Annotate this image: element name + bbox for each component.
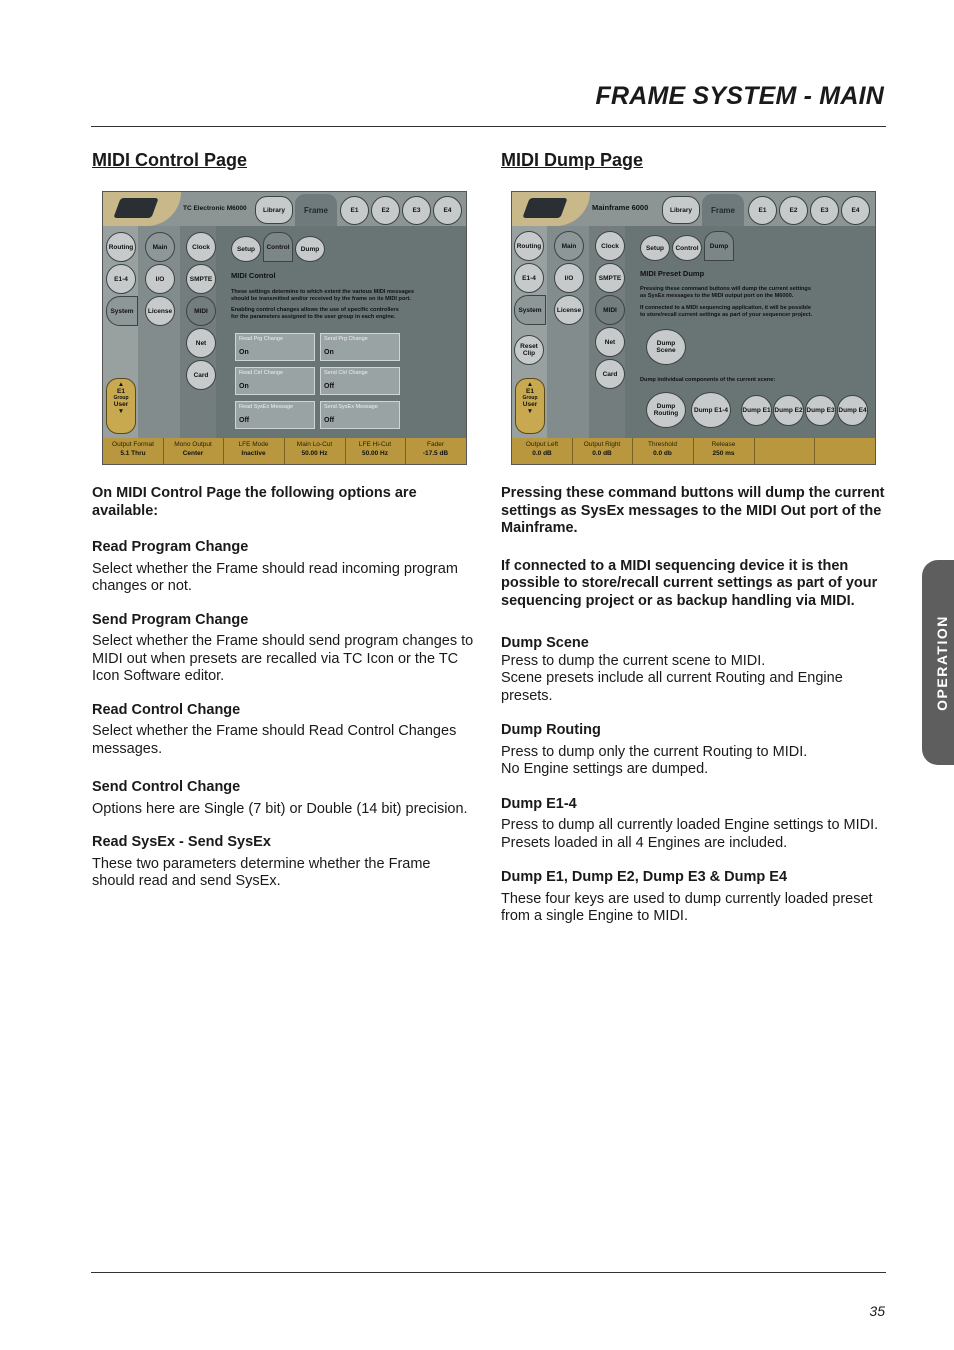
item-title: Dump Scene [501, 635, 589, 651]
param-label: Output Format [112, 441, 154, 448]
group-line-3: User [522, 401, 538, 408]
item-body: These four keys are used to dump currently loaded preset from a single Engine to MIDI. [501, 890, 873, 924]
system-button[interactable]: System [514, 295, 546, 325]
parameter-bar [103, 438, 466, 464]
item-title: Dump E1-4 [501, 795, 577, 812]
dump-e1-4-button[interactable]: Dump E1-4 [691, 392, 731, 428]
side-tab-label: OPERATION [934, 614, 950, 711]
param-cell[interactable] [405, 438, 466, 464]
screen-text-3: If connected to a MIDI sequencing application, it will be possible [640, 305, 811, 311]
screen-text-2: as SysEx messages to the MIDI output port on the M6000. [640, 293, 794, 299]
screen-title: MIDI Preset Dump [640, 269, 705, 278]
item-title: Read Program Change [92, 539, 249, 555]
param-value: Inactive [241, 450, 266, 457]
midi-dump-screenshot [511, 191, 876, 465]
param-cell[interactable] [103, 438, 164, 464]
midi-button[interactable]: MIDI [595, 295, 625, 325]
group-line-2: Group [113, 395, 129, 401]
field-value: On [239, 349, 249, 356]
item-title: Read Control Change [92, 701, 241, 718]
param-value: Center [182, 450, 204, 457]
chevron-down-icon[interactable]: ▼ [526, 408, 534, 415]
group-line-3: User [113, 401, 129, 408]
item-body: Press to dump the current scene to MIDI. Scene presets include all current Routing and Engine presets. [501, 652, 843, 704]
reset-clip-button[interactable]: Reset Clip [514, 335, 544, 365]
param-cell[interactable] [163, 438, 224, 464]
midi-dump-text [501, 485, 886, 926]
setup-tab[interactable]: Setup [640, 235, 670, 261]
param-label: Fader [427, 441, 444, 448]
item-body: Options here are Single (7 bit) or Double (14 bit) precision. [92, 800, 468, 817]
tab-e4[interactable]: E4 [433, 196, 462, 225]
item-title: Dump Routing [501, 722, 601, 738]
item-title: Send Program Change [92, 611, 249, 628]
license-button[interactable]: License [145, 296, 175, 326]
routing-button[interactable]: Routing [106, 232, 136, 262]
user-group-selector[interactable] [515, 378, 545, 434]
field-label: Send SysEx Message [324, 404, 378, 410]
read-sysex-field[interactable] [235, 401, 315, 429]
tab-e2[interactable]: E2 [371, 196, 400, 225]
intro-text-2: If connected to a MIDI sequencing device it is then possible to store/recall current settings as part of your sequencing project or as backup handling via MIDI. [501, 557, 878, 609]
e1-4-button[interactable]: E1-4 [106, 264, 136, 294]
dump-e4-button[interactable]: Dump E4 [837, 395, 868, 426]
net-button[interactable]: Net [186, 328, 216, 358]
header-rule [91, 126, 886, 127]
tab-frame[interactable]: Frame [295, 194, 337, 226]
field-value: On [324, 349, 334, 356]
chevron-down-icon[interactable]: ▼ [117, 408, 125, 415]
param-label: Output Right [583, 441, 621, 448]
card-button[interactable]: Card [186, 360, 216, 390]
card-button[interactable]: Card [595, 359, 625, 389]
param-value: 0.0 dB [532, 450, 552, 457]
device-icon [522, 198, 567, 218]
field-value: On [239, 383, 249, 390]
send-sysex-field[interactable] [320, 401, 400, 429]
license-button[interactable]: License [554, 295, 584, 325]
components-label: Dump individual components of the current scene: [640, 377, 776, 383]
item-body: Select whether the Frame should Read Control Changes messages. [92, 723, 457, 757]
tab-frame[interactable]: Frame [702, 194, 744, 226]
read-ctrl-change-field[interactable] [235, 367, 315, 395]
screen-text-4: to store/recall current settings as part of your sequencer project. [640, 312, 813, 318]
system-button[interactable]: System [106, 296, 138, 326]
midi-control-screenshot [102, 191, 467, 465]
tab-e3[interactable]: E3 [810, 196, 839, 225]
item-title: Dump E1, Dump E2, Dump E3 & Dump E4 [501, 869, 788, 885]
operation-side-tab [922, 560, 954, 765]
tab-e2[interactable]: E2 [779, 196, 808, 225]
dump-e3-button[interactable]: Dump E3 [805, 395, 836, 426]
param-value: 0.0 dB [592, 450, 612, 457]
param-label: Mono Output [174, 441, 212, 448]
param-value: 0.0 db [653, 450, 672, 457]
field-value: Off [239, 417, 250, 424]
read-prg-change-field[interactable] [235, 333, 315, 361]
param-cell[interactable] [632, 438, 694, 464]
param-label: Release [711, 441, 736, 448]
device-name: TC Electronic M6000 [183, 205, 247, 212]
page-title: FRAME SYSTEM - MAIN [595, 82, 884, 110]
io-button[interactable]: I/O [145, 264, 175, 294]
intro-text-1: Pressing these command buttons will dump the current settings as SysEx messages to the MIDI Out port of the Mainframe. [501, 485, 885, 536]
device-name: Mainframe 6000 [592, 203, 649, 212]
group-line-2: Group [522, 395, 538, 401]
footer-rule [91, 1272, 886, 1273]
user-group-selector[interactable] [106, 378, 136, 434]
page-number: 35 [869, 1303, 885, 1319]
param-cell[interactable] [814, 438, 875, 464]
param-label: LFE Mode [238, 441, 269, 448]
field-value: Off [324, 417, 335, 424]
param-cell[interactable] [693, 438, 755, 464]
param-cell[interactable] [223, 438, 285, 464]
clock-button[interactable]: Clock [186, 232, 216, 262]
io-button[interactable]: I/O [554, 263, 584, 293]
param-value: 5.1 Thru [120, 450, 146, 457]
item-body: Press to dump only the current Routing to MIDI. No Engine settings are dumped. [501, 743, 808, 777]
routing-button[interactable]: Routing [514, 231, 544, 261]
control-tab[interactable]: Control [672, 235, 702, 261]
param-cell[interactable] [512, 438, 573, 464]
group-line-1: E1 [117, 388, 125, 395]
tab-e1[interactable]: E1 [340, 196, 369, 225]
midi-control-heading: MIDI Control Page [92, 150, 248, 170]
screen-text-2: should be transmitted and/or received by the frame on its MIDI port. [231, 296, 411, 302]
group-line-1: E1 [526, 388, 534, 395]
control-tab[interactable]: Control [263, 232, 293, 262]
field-label: Read SysEx Message [239, 404, 294, 410]
param-label: Output Left [525, 441, 559, 448]
field-label: Read Ctrl Change [239, 370, 284, 376]
screen-text-1: These settings determine to which extent the various MIDI messages [231, 289, 415, 295]
param-value: 50.00 Hz [361, 450, 389, 457]
screen-text-4: for the parameters assigned to the user group in each engine. [231, 314, 396, 320]
item-body: Press to dump all currently loaded Engine settings to MIDI. Presets loaded in all 4 Engines are included. [501, 817, 879, 851]
param-cell[interactable] [754, 438, 815, 464]
item-title: Send Control Change [92, 779, 241, 795]
tab-e3[interactable]: E3 [402, 196, 431, 225]
param-label: LFE Hi-Cut [358, 441, 392, 448]
item-body: Select whether the Frame should send program changes to MIDI out when presets are recalled via TC Icon or the TC Icon Software editor. [92, 633, 474, 684]
field-label: Send Ctrl Change [324, 370, 368, 376]
dump-routing-button[interactable]: Dump Routing [646, 392, 686, 428]
screen-title: MIDI Control [231, 271, 276, 280]
smpte-button[interactable]: SMPTE [186, 264, 216, 294]
chevron-up-icon[interactable]: ▲ [117, 381, 125, 388]
item-body: These two parameters determine whether the Frame should read and send SysEx. [92, 855, 431, 889]
param-value: 250 ms [712, 450, 735, 457]
tab-library[interactable]: Library [255, 196, 293, 224]
setup-tab[interactable]: Setup [231, 236, 261, 262]
device-icon [113, 198, 158, 218]
tab-library[interactable]: Library [662, 196, 700, 224]
screen-text-1: Pressing these command buttons will dump the current settings [640, 286, 811, 292]
tab-e4[interactable]: E4 [841, 196, 870, 225]
param-label: Threshold [648, 441, 677, 448]
param-value: 50.00 Hz [301, 450, 328, 457]
tab-e1[interactable]: E1 [748, 196, 777, 225]
dump-e2-button[interactable]: Dump E2 [773, 395, 804, 426]
main-button[interactable]: Main [145, 232, 175, 262]
param-cell[interactable] [345, 438, 406, 464]
chevron-up-icon[interactable]: ▲ [526, 381, 534, 388]
send-ctrl-change-field[interactable] [320, 367, 400, 395]
dump-tab[interactable]: Dump [295, 236, 325, 262]
parameter-bar [512, 438, 875, 464]
dump-tab[interactable]: Dump [704, 231, 734, 261]
item-title: Read SysEx - Send SysEx [92, 834, 271, 850]
dump-scene-button[interactable]: Dump Scene [646, 329, 686, 365]
field-label: Send Prg Change [324, 336, 368, 342]
net-button[interactable]: Net [595, 327, 625, 357]
field-value: Off [324, 383, 335, 390]
clock-button[interactable]: Clock [595, 231, 625, 261]
midi-control-text [92, 485, 477, 891]
param-cell[interactable] [572, 438, 633, 464]
main-button[interactable]: Main [554, 231, 584, 261]
dump-e1-button[interactable]: Dump E1 [741, 395, 772, 426]
smpte-button[interactable]: SMPTE [595, 263, 625, 293]
midi-button[interactable]: MIDI [186, 296, 216, 326]
e1-4-button[interactable]: E1-4 [514, 263, 544, 293]
param-cell[interactable] [284, 438, 346, 464]
param-label: Main Lo-Cut [296, 441, 333, 448]
send-prg-change-field[interactable] [320, 333, 400, 361]
screen-text-3: Enabling control changes allows the use of specific controllers [231, 307, 399, 313]
param-value: -17.5 dB [422, 450, 449, 457]
field-label: Read Prg Change [239, 336, 284, 342]
item-body: Select whether the Frame should read incoming program changes or not. [92, 560, 458, 594]
intro-text: On MIDI Control Page the following options are available: [92, 485, 417, 519]
midi-dump-heading: MIDI Dump Page [501, 150, 644, 170]
